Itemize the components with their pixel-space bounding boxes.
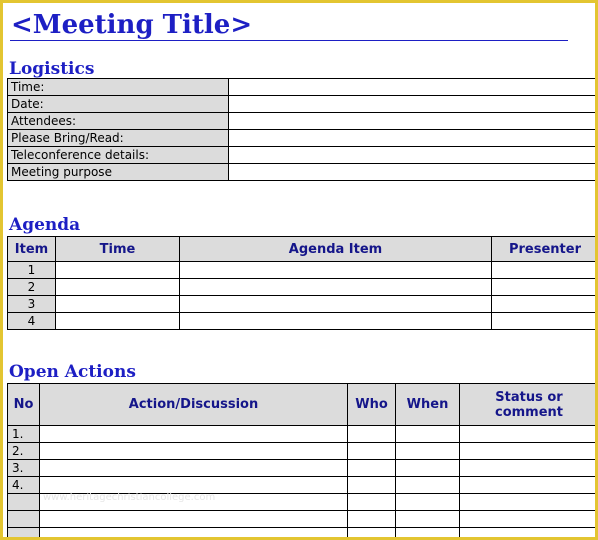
logistics-row xyxy=(8,147,598,164)
logistics-row xyxy=(8,79,598,96)
action-discussion-cell[interactable] xyxy=(40,528,348,540)
logistics-row xyxy=(8,113,598,130)
action-discussion-cell[interactable] xyxy=(40,511,348,528)
logistics-row xyxy=(8,130,598,147)
actions-header-who: Who xyxy=(348,384,396,426)
action-who-cell[interactable] xyxy=(348,460,396,477)
agenda-time-cell[interactable] xyxy=(56,313,180,330)
open-actions-table xyxy=(7,383,598,540)
action-who-cell[interactable] xyxy=(348,426,396,443)
logistics-label: Meeting purpose xyxy=(8,164,229,181)
logistics-row xyxy=(8,164,598,181)
watermark: www.heritagechristiancollege.com xyxy=(43,492,216,503)
action-who-cell[interactable] xyxy=(348,528,396,540)
agenda-item-cell[interactable] xyxy=(180,279,492,296)
action-when-cell[interactable] xyxy=(396,494,460,511)
agenda-row xyxy=(8,279,598,296)
action-discussion-cell[interactable] xyxy=(40,477,348,494)
actions-header-no: No xyxy=(8,384,40,426)
action-status-cell[interactable] xyxy=(460,528,598,540)
action-status-cell[interactable] xyxy=(460,477,598,494)
title-underline xyxy=(10,40,568,41)
action-when-cell[interactable] xyxy=(396,528,460,540)
action-status-cell[interactable] xyxy=(460,426,598,443)
action-number: 4. xyxy=(8,477,40,494)
logistics-label: Time: xyxy=(8,79,229,96)
action-who-cell[interactable] xyxy=(348,477,396,494)
logistics-heading: Logistics xyxy=(9,59,95,79)
action-when-cell[interactable] xyxy=(396,511,460,528)
logistics-value-cell[interactable] xyxy=(229,147,598,164)
agenda-time-cell[interactable] xyxy=(56,279,180,296)
agenda-header-agenda-item: Agenda Item xyxy=(180,237,492,262)
agenda-item-number: 2 xyxy=(8,279,56,296)
actions-row xyxy=(8,477,598,494)
agenda-row xyxy=(8,262,598,279)
agenda-row xyxy=(8,296,598,313)
action-when-cell[interactable] xyxy=(396,460,460,477)
actions-row xyxy=(8,528,598,540)
logistics-value-cell[interactable] xyxy=(229,79,598,96)
action-discussion-cell[interactable] xyxy=(40,460,348,477)
actions-row xyxy=(8,426,598,443)
agenda-item-cell[interactable] xyxy=(180,262,492,279)
logistics-value-cell[interactable] xyxy=(229,164,598,181)
action-when-cell[interactable] xyxy=(396,477,460,494)
agenda-presenter-cell[interactable] xyxy=(492,262,598,279)
action-number: 2. xyxy=(8,443,40,460)
action-discussion-cell[interactable] xyxy=(40,426,348,443)
agenda-item-number: 3 xyxy=(8,296,56,313)
logistics-label: Date: xyxy=(8,96,229,113)
agenda-presenter-cell[interactable] xyxy=(492,313,598,330)
logistics-value-cell[interactable] xyxy=(229,130,598,147)
action-status-cell[interactable] xyxy=(460,443,598,460)
agenda-table xyxy=(7,236,598,330)
agenda-row xyxy=(8,313,598,330)
actions-header-action: Action/Discussion xyxy=(40,384,348,426)
actions-header-status: Status or comment xyxy=(460,384,598,426)
agenda-presenter-cell[interactable] xyxy=(492,296,598,313)
agenda-time-cell[interactable] xyxy=(56,296,180,313)
agenda-item-number: 1 xyxy=(8,262,56,279)
agenda-item-number: 4 xyxy=(8,313,56,330)
actions-row xyxy=(8,443,598,460)
action-who-cell[interactable] xyxy=(348,494,396,511)
action-status-cell[interactable] xyxy=(460,511,598,528)
agenda-presenter-cell[interactable] xyxy=(492,279,598,296)
logistics-row xyxy=(8,96,598,113)
open-actions-heading: Open Actions xyxy=(9,362,136,382)
logistics-table xyxy=(7,78,598,181)
action-when-cell[interactable] xyxy=(396,426,460,443)
action-who-cell[interactable] xyxy=(348,443,396,460)
actions-header-row xyxy=(8,384,598,426)
action-number: 3. xyxy=(8,460,40,477)
action-status-cell[interactable] xyxy=(460,494,598,511)
agenda-time-cell[interactable] xyxy=(56,262,180,279)
agenda-header-time: Time xyxy=(56,237,180,262)
agenda-header-item: Item xyxy=(8,237,56,262)
agenda-heading: Agenda xyxy=(9,215,81,235)
action-number xyxy=(8,511,40,528)
logistics-value-cell[interactable] xyxy=(229,96,598,113)
actions-header-when: When xyxy=(396,384,460,426)
action-status-cell[interactable] xyxy=(460,460,598,477)
agenda-item-cell[interactable] xyxy=(180,296,492,313)
agenda-header-row xyxy=(8,237,598,262)
logistics-value-cell[interactable] xyxy=(229,113,598,130)
meeting-title: <Meeting Title> xyxy=(11,10,253,40)
action-who-cell[interactable] xyxy=(348,511,396,528)
action-discussion-cell[interactable] xyxy=(40,443,348,460)
actions-row xyxy=(8,511,598,528)
action-number: 1. xyxy=(8,426,40,443)
actions-row xyxy=(8,460,598,477)
agenda-item-cell[interactable] xyxy=(180,313,492,330)
logistics-label: Teleconference details: xyxy=(8,147,229,164)
logistics-label: Attendees: xyxy=(8,113,229,130)
action-when-cell[interactable] xyxy=(396,443,460,460)
logistics-label: Please Bring/Read: xyxy=(8,130,229,147)
action-number xyxy=(8,494,40,511)
action-number xyxy=(8,528,40,540)
agenda-header-presenter: Presenter xyxy=(492,237,598,262)
